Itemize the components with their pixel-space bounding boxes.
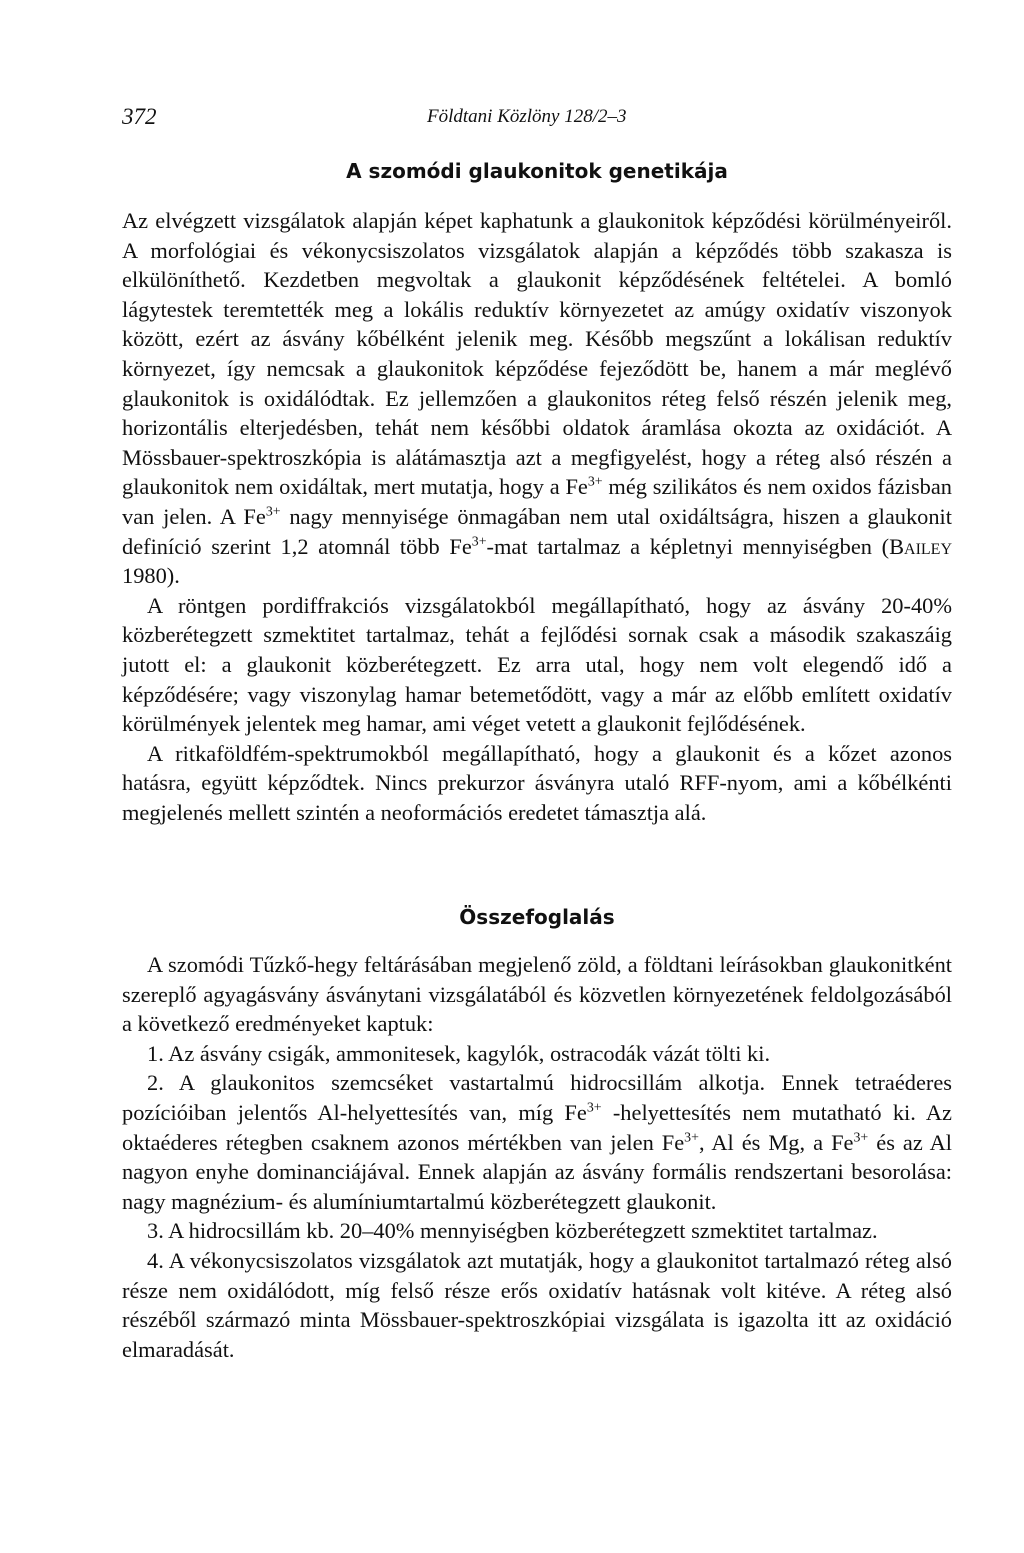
superscript: 3+: [587, 474, 603, 490]
summary-item-3: 3. A hidrocsillám kb. 20–40% mennyiségben közberétegzett szmektitet tartalmaz.: [147, 1218, 878, 1244]
summary-item-2: [122, 1068, 952, 1216]
journal-title: Földtani Közlöny 128/2–3: [427, 106, 627, 127]
text-run: 2. A glaukonitos szemcséket vastartalmú hidrocsillám alkotja. Ennek tetraéderes pozícióiban jelentős Al-helyettesítés van, míg Fe: [122, 1070, 952, 1125]
section-title-summary: Összefoglalás: [459, 905, 615, 929]
text-run: még szilikátos és nem oxidos fázisban van jelen. A Fe: [122, 474, 952, 529]
running-head: [122, 104, 952, 134]
text-run: -mat tartalmaz a képletnyi mennyiségben (: [486, 533, 890, 559]
paragraph-genetics-3: A ritkaföldfém-spektrumokból megállapítható, hogy a glaukonit és a kőzet azonos hatásra, együtt képződtek. Nincs prekurzor ásványra utaló RFF-nyom, ami a kőbélkénti megjelenés mellett szintén a neoformációs eredetet támasztja alá.: [122, 740, 952, 825]
paragraph-summary-intro: A szomódi Tűzkő-hegy feltárásában megjelenő zöld, a földtani leírásokban glaukonitként szereplő agyagásvány ásványtani vizsgálatából és közvetlen környezetének feldolgozásából a következő eredményeket kaptuk:: [122, 952, 952, 1037]
section-title-genetics: A szomódi glaukonitok genetikája: [346, 159, 728, 183]
superscript: 3+: [265, 504, 281, 520]
text-run: 1980).: [122, 563, 180, 589]
paragraph-genetics-1: [122, 206, 952, 591]
text-run: nagy mennyisége önmagában nem utal oxidáltságra, hiszen a glaukonit definíció szerint 1,2 atomnál több Fe: [122, 503, 953, 559]
page: [122, 0, 952, 1553]
text-run: -helyettesítés nem mutatható ki. Az oktaéderes rétegben csaknem azonos mértékben van jelen Fe: [122, 1099, 952, 1155]
summary-item-4: 4. A vékonycsiszolatos vizsgálatok azt mutatják, hogy a glaukonitot tartalmazó réteg alsó része nem oxidálódott, míg felső része erős oxidatív hatásnak volt kitéve. A réteg alsó részéből származó minta Mössbauer-spektroszkópiai vizsgálata is igazolta itt az oxidáció elmaradását.: [122, 1247, 952, 1362]
paragraph-genetics-2: A röntgen pordiffrakciós vizsgálatokból megállapítható, hogy az ásvány 20-40% közberétegzett szmektitet tartalmaz, tehát a fejlődési sornak csak a második szakaszáig jutott el: a glaukonit közberétegzett. Ez arra utal, hogy nem volt elegendő idő a képződésére; vagy viszonylag hamar betemetődött, vagy a már az előbb említett oxidatív körülmények jelentek meg hamar, ami véget vetett a glaukonit fejlődésének.: [122, 592, 952, 737]
superscript: 3+: [471, 533, 487, 549]
text-run: Az elvégzett vizsgálatok alapján képet kaphatunk a glaukonitok képződési körülményeiről. A morfológiai és vékonycsiszolatos vizsgálatok alapján a képződés több szakasza is elkülöníthető. Kezdetben megvoltak a glaukonit képződésének feltételei. A bomló lágytestek teremtették meg a lokális reduktív környezetet az amúgy oxidatív viszonyok között, ezért az ásvány kőbélként jelenik meg. Később megszűnt a lokálisan reduktív környezet, így nemcsak a glaukonitok képződése fejeződött be, hanem a már meglévő glaukonitok is oxidálódtak. Ez jellemzően a glaukonitos réteg felső részén jelenik meg, horizontális elterjedésben, tehát nem későbbi oldatok áramlása okozta az oxidációt. A Mössbauer-spektroszkópia is alátámasztja azt a megfigyelést, hogy a réteg alsó részén a glaukonitok nem oxidáltak, mert mutatja, hogy a Fe: [122, 208, 952, 500]
section-summary-body: [122, 950, 952, 1364]
section-genetics-body: [122, 206, 952, 827]
page-number: 372: [122, 104, 157, 129]
text-run: és az Al nagyon enyhe dominanciájával. Ennek alapján az ásvány formális rendszertani besorolása: nagy magnézium- és alumíniumtartalmú közberétegzett glaukonit.: [122, 1129, 952, 1214]
superscript: 3+: [684, 1129, 699, 1145]
superscript: 3+: [586, 1100, 602, 1116]
superscript: 3+: [853, 1129, 869, 1145]
summary-item-1: 1. Az ásvány csigák, ammonitesek, kagylók, ostracodák vázát tölti ki.: [147, 1040, 771, 1066]
citation-author: Bailey: [889, 533, 953, 559]
text-run: , Al és Mg, a Fe: [698, 1129, 854, 1155]
